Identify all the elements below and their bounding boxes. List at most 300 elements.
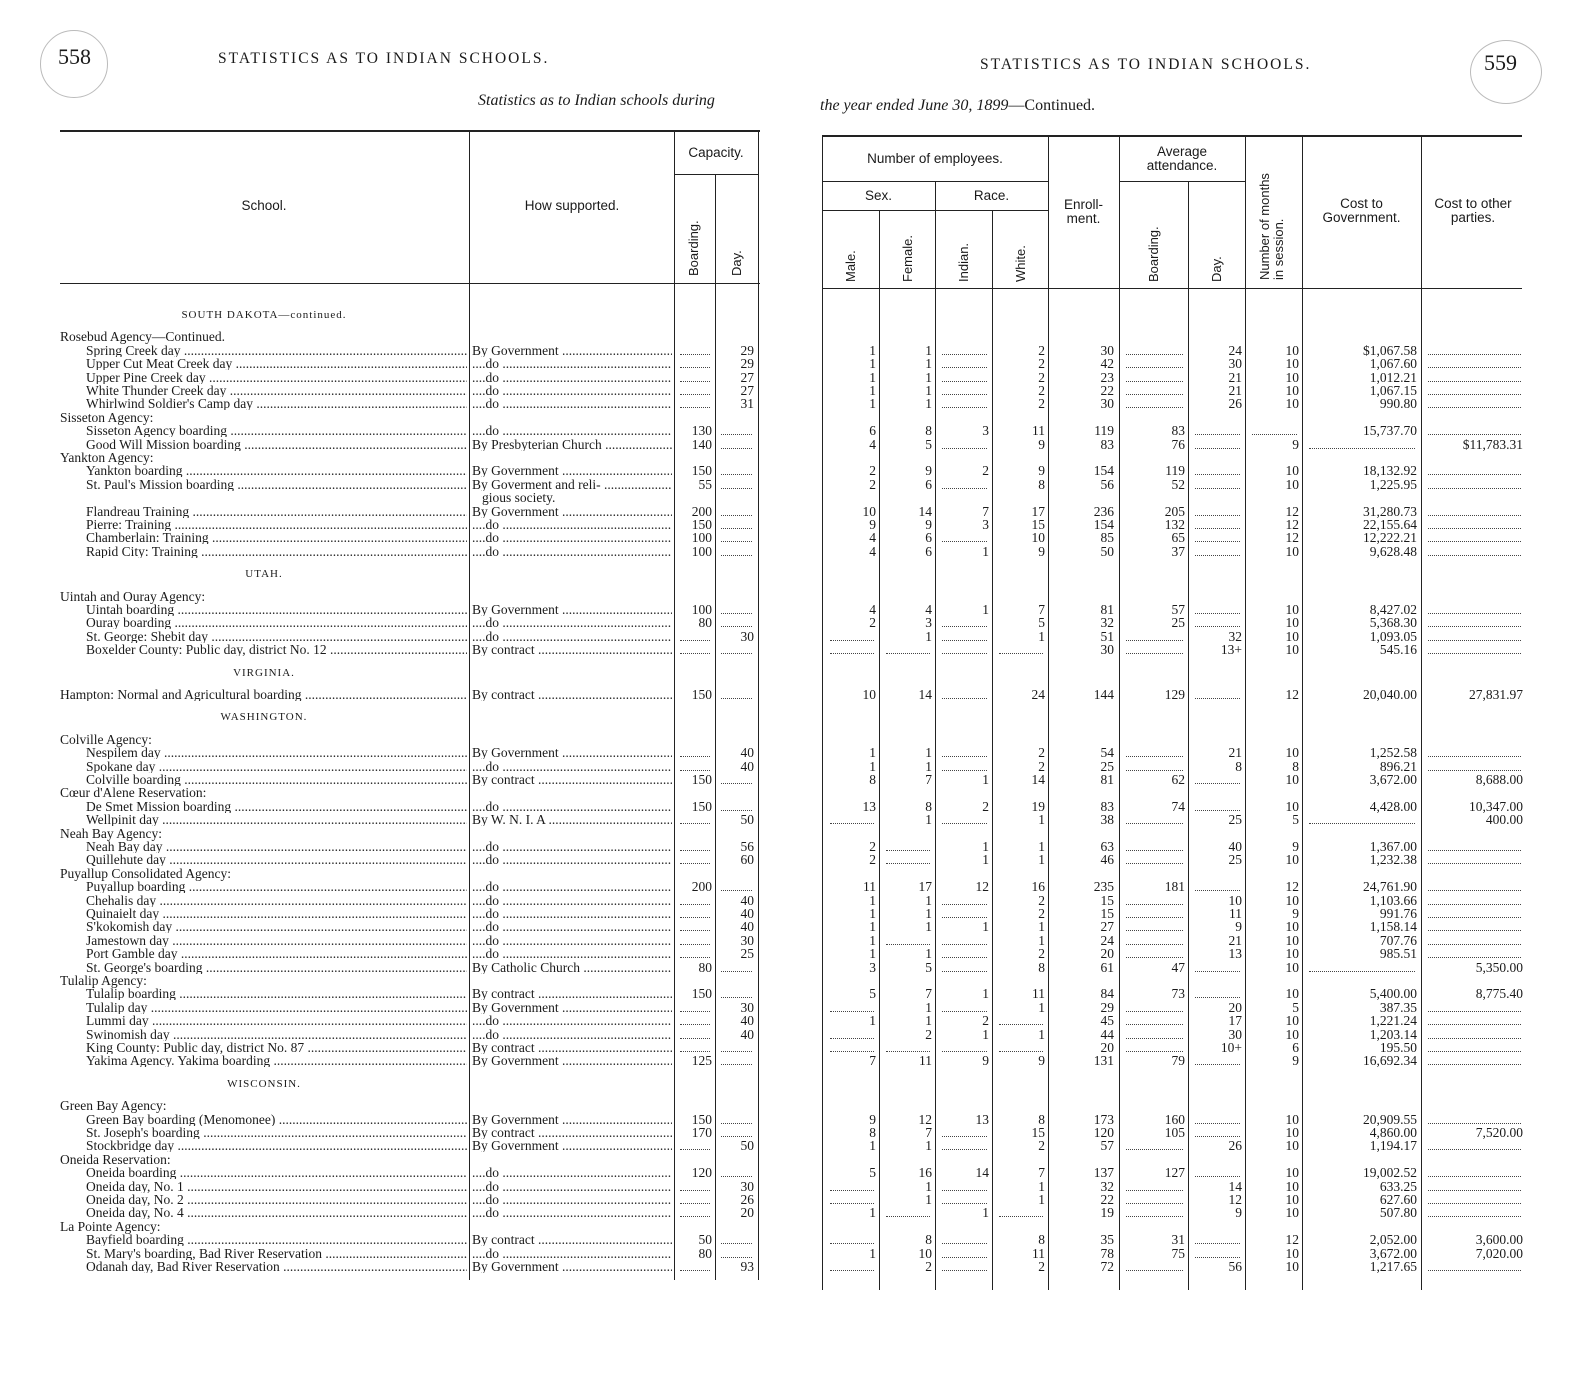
months-in-session: 12 — [1285, 687, 1299, 702]
col-header-capacity: Capacity. — [688, 145, 744, 160]
employees-female: 1 — [925, 758, 932, 774]
attendance-boarding-blank — [1126, 1024, 1183, 1025]
employees-white-blank — [999, 1051, 1043, 1052]
school-name: Boxelder County: Public day, district No. 12 ..... — [86, 643, 467, 656]
capacity-day: 30 — [740, 628, 754, 644]
employees-white: 8 — [1038, 959, 1045, 975]
months-in-session: 10 — [1285, 986, 1299, 1002]
capacity-day: 50 — [740, 1138, 754, 1154]
cost-to-government: $1,067.58 — [1363, 342, 1417, 358]
school-name: Whirlwind Soldier's Camp day ..... — [86, 397, 467, 410]
months-in-session: 10 — [1285, 1192, 1299, 1207]
school-name: Chamberlain: Training ..... — [86, 531, 467, 544]
col-header-male: Male. — [843, 250, 858, 282]
employees-male-blank — [830, 1011, 874, 1012]
capacity-day-blank — [721, 997, 752, 998]
left-table-top-rule — [60, 130, 760, 132]
state-section-heading: UTAH. — [245, 568, 283, 581]
cost-to-other-parties-blank — [1428, 1123, 1521, 1124]
cost-to-other-parties-blank — [1428, 1190, 1521, 1191]
employees-female: 10 — [918, 1245, 932, 1261]
employees-male: 1 — [869, 946, 876, 962]
attendance-day: 21 — [1228, 932, 1242, 948]
right-caption-rest: —Continued. — [1008, 97, 1096, 114]
cost-to-government: 3,672.00 — [1369, 772, 1417, 787]
attendance-day: 25 — [1228, 852, 1242, 868]
capacity-day-blank — [721, 488, 752, 489]
employees-indian-blank — [942, 904, 987, 905]
cost-to-government: 2,052.00 — [1369, 1232, 1417, 1248]
capacity-day: 29 — [740, 342, 754, 358]
col-header-race: Race. — [973, 188, 1010, 203]
cost-to-other-parties-blank — [1428, 640, 1521, 641]
employees-white: 16 — [1031, 879, 1045, 895]
months-in-session: 10 — [1285, 628, 1299, 644]
employees-female: 6 — [925, 530, 932, 546]
cost-to-government: 545.16 — [1379, 642, 1417, 658]
attendance-boarding-blank — [1126, 1203, 1183, 1204]
school-name: De Smet Mission boarding ..... — [86, 800, 467, 813]
attendance-day: 21 — [1228, 383, 1242, 398]
employees-female-blank — [886, 1216, 930, 1217]
employees-white: 2 — [1038, 383, 1045, 398]
cost-to-government: 22,155.64 — [1363, 517, 1417, 532]
cost-to-government: 9,628.48 — [1369, 543, 1417, 559]
capacity-day: 93 — [740, 1259, 754, 1274]
cost-to-other-parties-blank — [1428, 541, 1521, 542]
capacity-boarding: 120 — [691, 1165, 712, 1181]
capacity-boarding: 170 — [691, 1125, 712, 1140]
employees-indian: 1 — [982, 602, 989, 617]
school-name: Yakima Agency. Yakima boarding ..... — [86, 1054, 467, 1067]
employees-male-blank — [830, 640, 874, 641]
employees-male: 5 — [869, 986, 876, 1002]
capacity-day-blank — [721, 626, 752, 627]
enrollment: 30 — [1100, 396, 1114, 412]
employees-white: 15 — [1031, 1125, 1045, 1140]
employees-white-blank — [999, 1024, 1043, 1025]
employees-white: 14 — [1031, 772, 1045, 787]
employees-female: 9 — [925, 517, 932, 532]
attendance-day: 13+ — [1220, 642, 1242, 658]
employees-indian-blank — [942, 944, 987, 945]
col-header-female: Female. — [900, 235, 915, 282]
employees-female: 17 — [918, 879, 932, 895]
school-name: Flandreau Training ..... — [86, 505, 467, 518]
capacity-boarding-blank — [680, 904, 710, 905]
attendance-day-blank — [1195, 1064, 1240, 1065]
cost-to-other-parties-blank — [1428, 930, 1521, 931]
employees-indian: 12 — [975, 879, 989, 895]
capacity-boarding-blank — [680, 863, 710, 864]
months-in-session: 10 — [1285, 642, 1299, 658]
employees-male: 1 — [869, 1205, 876, 1221]
capacity-day-blank — [721, 1257, 752, 1258]
capacity-boarding: 150 — [691, 772, 712, 787]
employees-indian-blank — [942, 653, 987, 654]
enrollment: 173 — [1093, 1111, 1114, 1127]
attendance-boarding-blank — [1126, 1270, 1183, 1271]
how-supported: ....do ..... — [472, 760, 672, 773]
cost-to-other-parties-blank — [1428, 354, 1521, 355]
attendance-day: 26 — [1228, 396, 1242, 412]
attendance-subheader-rule — [1119, 181, 1245, 182]
cost-to-other-parties-blank — [1428, 626, 1521, 627]
enrollment: 235 — [1093, 879, 1114, 895]
how-supported-continuation: gious society. — [482, 490, 556, 506]
attendance-day-blank — [1195, 971, 1240, 972]
capacity-day-blank — [721, 555, 752, 556]
attendance-boarding: 57 — [1171, 602, 1185, 617]
attendance-boarding: 74 — [1171, 798, 1185, 814]
employees-male: 9 — [869, 517, 876, 532]
employees-male-blank — [830, 1270, 874, 1271]
enrollment: 83 — [1100, 436, 1114, 452]
attendance-boarding-blank — [1126, 823, 1183, 824]
employees-white: 2 — [1038, 745, 1045, 761]
employees-male: 10 — [862, 687, 876, 702]
cost-to-government: 1,103.66 — [1369, 892, 1417, 908]
attendance-day: 25 — [1228, 812, 1242, 828]
school-name: Ouray boarding ..... — [86, 616, 467, 629]
months-in-session: 10 — [1285, 463, 1299, 479]
months-in-session: 12 — [1285, 503, 1299, 519]
capacity-boarding: 140 — [691, 436, 712, 452]
employees-male-blank — [830, 1038, 874, 1039]
employees-white: 8 — [1038, 1111, 1045, 1127]
employees-indian: 3 — [982, 517, 989, 532]
employees-male-blank — [830, 1051, 874, 1052]
school-name: Sisseton Agency boarding ..... — [86, 424, 467, 437]
right-page-caption — [820, 97, 1095, 115]
employees-white: 2 — [1038, 356, 1045, 372]
attendance-boarding: 37 — [1171, 543, 1185, 559]
how-supported: ....do ..... — [472, 384, 672, 397]
cost-to-other-parties: 8,688.00 — [1475, 772, 1523, 787]
attendance-day: 40 — [1228, 839, 1242, 854]
agency-group-label: Oneida Reservation: — [60, 1151, 171, 1167]
employees-indian: 2 — [982, 463, 989, 479]
school-name: Jamestown day ..... — [86, 934, 467, 947]
capacity-boarding-blank — [680, 1203, 710, 1204]
attendance-boarding: 62 — [1171, 772, 1185, 787]
employees-female: 16 — [918, 1165, 932, 1181]
enrollment: 78 — [1100, 1245, 1114, 1261]
how-supported: ....do ..... — [472, 518, 672, 531]
attendance-day-blank — [1195, 1176, 1240, 1177]
cost-to-other-parties-blank — [1428, 1203, 1521, 1204]
employees-white: 1 — [1038, 1192, 1045, 1207]
agency-group-label: Colville Agency: — [60, 731, 152, 747]
school-name: St. George's boarding ..... — [86, 961, 467, 974]
right-col-divider-7 — [1245, 135, 1246, 1290]
months-in-session: 10 — [1285, 1111, 1299, 1127]
employees-female: 4 — [925, 602, 932, 617]
employees-male: 2 — [869, 839, 876, 854]
capacity-boarding-blank — [680, 1270, 710, 1271]
capacity-day-blank — [721, 1243, 752, 1244]
attendance-day: 30 — [1228, 356, 1242, 372]
cost-to-other-parties-blank — [1428, 863, 1521, 864]
attendance-boarding-blank — [1126, 944, 1183, 945]
cost-to-government: 8,427.02 — [1369, 602, 1417, 617]
attendance-day: 9 — [1235, 919, 1242, 935]
employees-female: 2 — [925, 1259, 932, 1274]
attendance-day-blank — [1195, 1123, 1240, 1124]
cost-to-government: 12,222.21 — [1363, 530, 1417, 546]
left-col-divider-1 — [469, 130, 470, 1280]
employees-indian-blank — [942, 698, 987, 699]
employees-white: 2 — [1038, 1138, 1045, 1154]
enrollment: 81 — [1100, 602, 1114, 617]
capacity-boarding-blank — [680, 756, 710, 757]
cost-to-government: 3,672.00 — [1369, 1245, 1417, 1261]
cost-to-government: 1,158.14 — [1369, 919, 1417, 935]
months-in-session: 10 — [1285, 892, 1299, 908]
capacity-boarding-blank — [680, 1149, 710, 1150]
right-col-divider-2 — [935, 181, 936, 1290]
how-supported: By contract ..... — [472, 773, 672, 786]
school-name: Upper Cut Meat Creek day ..... — [86, 357, 467, 370]
col-header-months: Number of months in session. — [1257, 173, 1286, 280]
attendance-boarding-blank — [1126, 1038, 1183, 1039]
capacity-day-blank — [721, 810, 752, 811]
capacity-boarding: 100 — [691, 602, 712, 617]
months-in-session: 10 — [1285, 1259, 1299, 1274]
employees-white: 2 — [1038, 906, 1045, 921]
col-header-attendance-boarding: Boarding. — [1146, 226, 1161, 282]
how-supported: ....do ..... — [472, 907, 672, 920]
months-in-session: 10 — [1285, 1138, 1299, 1154]
attendance-boarding-blank — [1126, 756, 1183, 757]
attendance-boarding-blank — [1126, 394, 1183, 395]
employees-female: 6 — [925, 543, 932, 559]
school-name: King County: Public day, district No. 87 ..... — [86, 1041, 467, 1054]
how-supported: By Goverment and reli- ..... — [472, 478, 672, 491]
capacity-boarding: 80 — [698, 615, 712, 631]
how-supported: ....do ..... — [472, 424, 672, 437]
cost-to-other-parties-blank — [1428, 1064, 1521, 1065]
agency-group-label: Cœur d'Alene Reservation: — [60, 785, 207, 801]
cost-to-government: 707.76 — [1379, 932, 1417, 948]
employees-white: 15 — [1031, 517, 1045, 532]
employees-indian-blank — [942, 1203, 987, 1204]
capacity-day-blank — [721, 1064, 752, 1065]
cost-to-other-parties: 7,020.00 — [1475, 1245, 1523, 1261]
employees-indian-blank — [942, 1257, 987, 1258]
school-name: Upper Pine Creek day ..... — [86, 371, 467, 384]
employees-white: 2 — [1038, 396, 1045, 412]
employees-indian-blank — [942, 1149, 987, 1150]
capacity-boarding-blank — [680, 407, 710, 408]
months-in-session: 10 — [1285, 1205, 1299, 1221]
attendance-boarding-blank — [1126, 407, 1183, 408]
cost-to-other-parties: 8,775.40 — [1475, 986, 1523, 1002]
capacity-boarding: 130 — [691, 423, 712, 439]
capacity-day-blank — [721, 1051, 752, 1052]
employees-white: 11 — [1032, 423, 1045, 439]
attendance-boarding: 181 — [1164, 879, 1185, 895]
enrollment: 44 — [1100, 1026, 1114, 1042]
capacity-boarding: 100 — [691, 530, 712, 546]
capacity-boarding-blank — [680, 850, 710, 851]
how-supported: ....do ..... — [472, 1014, 672, 1027]
months-in-session: 10 — [1285, 959, 1299, 975]
attendance-day-blank — [1195, 783, 1240, 784]
months-in-session: 10 — [1285, 1026, 1299, 1042]
employees-indian-blank — [942, 770, 987, 771]
cost-to-other-parties-blank — [1428, 515, 1521, 516]
employees-white: 2 — [1038, 758, 1045, 774]
cost-to-other-parties-blank — [1428, 1051, 1521, 1052]
how-supported: By Government ..... — [472, 1001, 672, 1014]
state-section-heading: WASHINGTON. — [220, 711, 308, 724]
capacity-boarding: 55 — [698, 476, 712, 492]
attendance-boarding: 25 — [1171, 615, 1185, 631]
how-supported: ....do ..... — [472, 840, 672, 853]
attendance-day-blank — [1195, 488, 1240, 489]
capacity-boarding-blank — [680, 944, 710, 945]
how-supported: ....do ..... — [472, 371, 672, 384]
attendance-boarding-blank — [1126, 1216, 1183, 1217]
attendance-boarding-blank — [1126, 1190, 1183, 1191]
attendance-day-blank — [1195, 613, 1240, 614]
attendance-boarding: 75 — [1171, 1245, 1185, 1261]
how-supported: ....do ..... — [472, 934, 672, 947]
agency-group-label: Neah Bay Agency: — [60, 825, 162, 841]
how-supported: By Government ..... — [472, 746, 672, 759]
cost-to-other-parties: 5,350.00 — [1475, 959, 1523, 975]
school-name: Tulalip day ..... — [86, 1001, 467, 1014]
attendance-boarding-blank — [1126, 904, 1183, 905]
employees-white: 1 — [1038, 628, 1045, 644]
employees-female: 12 — [918, 1111, 932, 1127]
employees-female: 3 — [925, 615, 932, 631]
left-page-header: STATISTICS AS TO INDIAN SCHOOLS. — [218, 50, 550, 67]
attendance-boarding-blank — [1126, 1051, 1183, 1052]
school-name: Quillehute day ..... — [86, 853, 467, 866]
col-header-enrollment: Enroll- ment. — [1063, 197, 1103, 226]
school-name: Uintah boarding ..... — [86, 603, 467, 616]
right-col-divider-5 — [1119, 135, 1120, 1290]
col-header-employees: Number of employees. — [867, 151, 1003, 166]
employees-female: 1 — [925, 812, 932, 828]
employees-female: 1 — [925, 1192, 932, 1207]
school-name: St. George: Shebit day ..... — [86, 630, 467, 643]
months-in-session: 10 — [1285, 1178, 1299, 1194]
how-supported: ....do ..... — [472, 531, 672, 544]
capacity-day: 50 — [740, 812, 754, 828]
cost-to-other-parties-blank — [1428, 917, 1521, 918]
employees-male: 1 — [869, 1013, 876, 1029]
cost-to-other-parties: 3,600.00 — [1475, 1232, 1523, 1248]
enrollment: 50 — [1100, 543, 1114, 559]
employees-white: 11 — [1032, 986, 1045, 1002]
cost-to-other-parties-blank — [1428, 474, 1521, 475]
employees-male: 1 — [869, 356, 876, 372]
state-section-heading: VIRGINIA. — [233, 666, 295, 679]
state-section-heading: WISCONSIN. — [227, 1077, 301, 1090]
col-header-attendance-day: Day. — [1209, 256, 1224, 282]
school-name: Colville boarding ..... — [86, 773, 467, 786]
employees-indian: 1 — [982, 986, 989, 1002]
school-name: Swinomish day ..... — [86, 1028, 467, 1041]
col-header-indian: Indian. — [956, 242, 971, 282]
how-supported: ....do ..... — [472, 397, 672, 410]
cost-to-other-parties-blank — [1428, 1270, 1521, 1271]
employees-indian-blank — [942, 367, 987, 368]
capacity-day-blank — [721, 1176, 752, 1177]
attendance-boarding: 79 — [1171, 1053, 1185, 1069]
capacity-day-blank — [721, 971, 752, 972]
how-supported: By contract ..... — [472, 1041, 672, 1054]
employees-male: 1 — [869, 1138, 876, 1154]
right-table-top-rule — [822, 135, 1522, 137]
capacity-day-blank — [721, 1123, 752, 1124]
employees-female: 1 — [925, 745, 932, 761]
cost-to-other-parties-blank — [1428, 434, 1521, 435]
school-name: St. Paul's Mission boarding ..... — [86, 478, 467, 491]
how-supported: ....do ..... — [472, 800, 672, 813]
attendance-day: 10+ — [1220, 1040, 1242, 1055]
capacity-boarding-blank — [680, 381, 710, 382]
employees-female: 14 — [918, 503, 932, 519]
employees-white: 8 — [1038, 1232, 1045, 1248]
agency-group-label: Sisseton Agency: — [60, 409, 154, 425]
enrollment: 20 — [1100, 1040, 1114, 1055]
left-col-divider-4 — [758, 130, 759, 1280]
employees-female: 7 — [925, 772, 932, 787]
attendance-day-blank — [1195, 1257, 1240, 1258]
employees-female: 1 — [925, 919, 932, 935]
how-supported: By Government ..... — [472, 344, 672, 357]
employees-male: 2 — [869, 615, 876, 631]
employees-female: 1 — [925, 906, 932, 921]
how-supported: ....do ..... — [472, 880, 672, 893]
employees-indian-blank — [942, 407, 987, 408]
enrollment: 72 — [1100, 1259, 1114, 1274]
employees-white: 7 — [1038, 602, 1045, 617]
enrollment: 119 — [1094, 423, 1114, 439]
months-in-session: 10 — [1285, 798, 1299, 814]
attendance-boarding-blank — [1126, 354, 1183, 355]
how-supported: By contract ..... — [472, 987, 672, 1000]
how-supported: ....do ..... — [472, 1193, 672, 1206]
employees-male: 2 — [869, 476, 876, 492]
months-in-session: 12 — [1285, 1232, 1299, 1248]
cost-to-other-parties-blank — [1428, 944, 1521, 945]
months-in-session: 9 — [1292, 1053, 1299, 1069]
capacity-boarding-blank — [680, 1216, 710, 1217]
employees-male: 5 — [869, 1165, 876, 1181]
school-name: Wellpinit day ..... — [86, 813, 467, 826]
right-col-divider-3 — [992, 210, 993, 1290]
attendance-boarding: 31 — [1171, 1232, 1185, 1248]
school-name: St. Mary's boarding, Bad River Reservation ..... — [86, 1247, 467, 1260]
attendance-boarding: 65 — [1171, 530, 1185, 546]
enrollment: 63 — [1100, 839, 1114, 854]
attendance-day-blank — [1195, 541, 1240, 542]
employees-indian-blank — [942, 1190, 987, 1191]
capacity-boarding: 200 — [691, 503, 712, 519]
capacity-day: 40 — [740, 906, 754, 921]
employees-indian-blank — [942, 1270, 987, 1271]
attendance-boarding-blank — [1126, 863, 1183, 864]
capacity-boarding: 200 — [691, 879, 712, 895]
right-col-divider-8 — [1302, 135, 1303, 1290]
how-supported: ....do ..... — [472, 1180, 672, 1193]
how-supported: ....do ..... — [472, 545, 672, 558]
